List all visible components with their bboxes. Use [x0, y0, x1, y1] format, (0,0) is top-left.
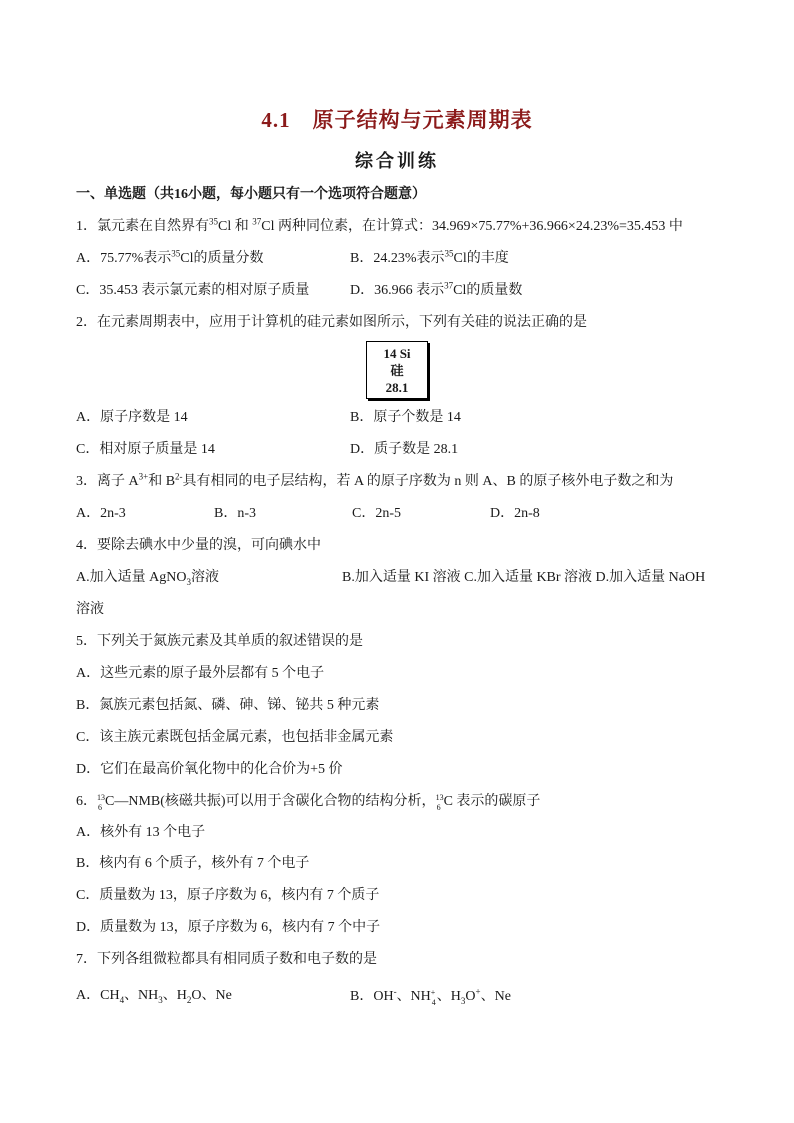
- q3-option-d: D．2n-8: [490, 506, 540, 521]
- isotope-notation: 13 6: [97, 793, 105, 812]
- q5-option-a: A．这些元素的原子最外层都有 5 个电子: [76, 666, 325, 681]
- silicon-element-tile: [366, 341, 428, 399]
- q6-option-b: B．核内有 6 个质子，核外有 7 个电子: [76, 856, 310, 871]
- page-title: [0, 104, 794, 134]
- q2-option-b: B．原子个数是 14: [350, 410, 461, 425]
- q6-option-c: C．质量数为 13，原子序数为 6，核内有 7 个质子: [76, 888, 380, 903]
- q4-wrap: 溶液: [76, 602, 104, 617]
- q3-option-b: B．n-3: [214, 506, 256, 521]
- q7-option-b: B．OH-、NH + 4 、$H_3O^+$、Ne: [350, 986, 511, 1007]
- q4-stem: 4．要除去碘水中少量的溴，可向碘水中: [76, 538, 321, 553]
- isotope-notation: 13 6: [435, 793, 444, 812]
- q1-option-b: B．24.23%表示$^{35}$Cl的丰度: [350, 248, 509, 266]
- q5-option-c: C．该主族元素既包括金属元素，也包括非金属元素: [76, 730, 394, 745]
- q2-option-a: A．原子序数是 14: [76, 410, 188, 425]
- q3-option-a: A．2n-3: [76, 506, 126, 521]
- page-subtitle: 综合训练: [355, 151, 439, 171]
- element-mass: 28.1: [385, 380, 409, 395]
- q2-option-d: D．质子数是 28.1: [350, 442, 459, 457]
- q6-option-d: D．质量数为 13，原子序数为 6，核内有 7 个中子: [76, 920, 381, 935]
- q2-stem: 2．在元素周期表中，应用于计算机的硅元素如图所示，下列有关硅的说法正确的是: [76, 315, 587, 330]
- q3-option-c: C．2n-5: [352, 506, 401, 521]
- q7-stem: 7．下列各组微粒都具有相同质子数和电子数的是: [76, 952, 377, 967]
- q2-option-c: C．相对原子质量是 14: [76, 442, 215, 457]
- q3-stem: 3．离子 $A^{3+}$和 $B^{2-}$具有相同的电子层结构，若 A 的原子序数为 n 则 A、B 的原子核外电子数之和为: [76, 471, 674, 489]
- q5-option-d: D．它们在最高价氧化物中的化合价为+5 价: [76, 762, 343, 777]
- element-symbol: 14 Si: [383, 346, 411, 361]
- q5-stem: 5．下列关于氮族元素及其单质的叙述错误的是: [76, 634, 363, 649]
- q6-option-a: A．核外有 13 个电子: [76, 825, 206, 840]
- ion-charge-stack: + 4: [430, 988, 436, 1007]
- q7-option-a: A．$CH_4$、$NH_3$、$H_2O$、Ne: [76, 988, 232, 1005]
- q4-option-a: A.加入适量 AgNO$_3$溶液: [76, 570, 219, 587]
- title-number: 4.1: [261, 108, 291, 132]
- q6-stem: 6． 13 6 C—NMB(核磁共振)可以用于含碳化合物的结构分析， 13 6 C 表示的碳原子: [76, 793, 541, 812]
- element-name: 硅: [390, 363, 404, 378]
- section-heading: 一、单选题（共16小题，每小题只有一个选项符合题意）: [76, 187, 426, 202]
- q1-option-d: D．36.966 表示$^{37}$Cl的质量数: [350, 280, 523, 298]
- q5-option-b: B．氮族元素包括氮、磷、砷、锑、铋共 5 种元素: [76, 698, 380, 713]
- q1-stem: 1．氯元素在自然界有$^{35}$Cl 和 $^{37}$Cl 两种同位素，在计算式：34.969×75.77%+36.966×24.23%=35.453 中: [76, 216, 683, 234]
- q4-options-bcd: B.加入适量 KI 溶液 C.加入适量 KBr 溶液 D.加入适量 NaOH: [342, 570, 706, 585]
- q1-option-c: C．35.453 表示氯元素的相对原子质量: [76, 283, 310, 298]
- title-text: 原子结构与元素周期表: [312, 108, 533, 132]
- q1-option-a: A．75.77%表示$^{35}$Cl的质量分数: [76, 248, 264, 266]
